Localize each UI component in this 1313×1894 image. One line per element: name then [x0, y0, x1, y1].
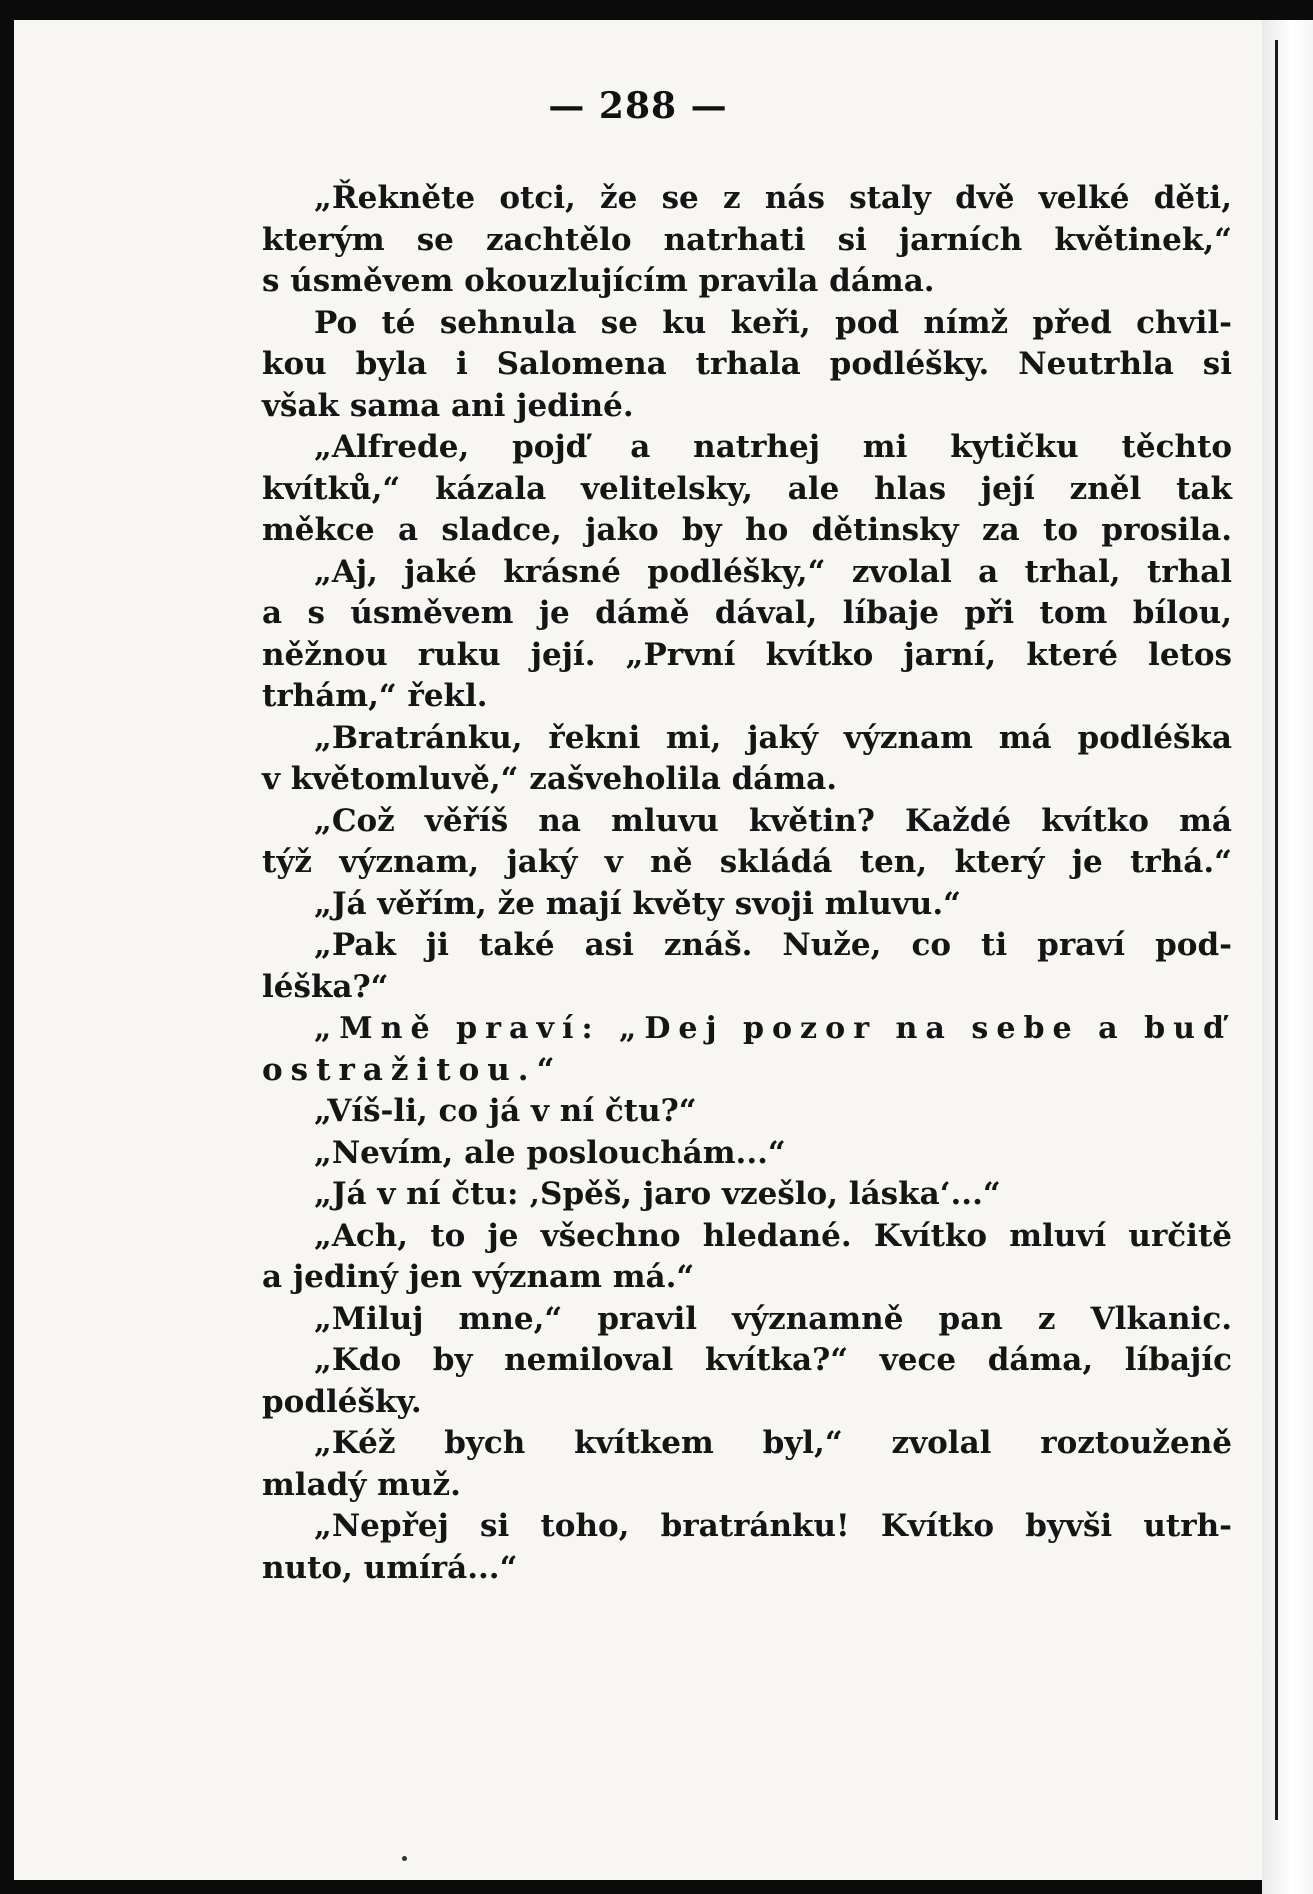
text-line: „Miluj mne,“ pravil významně pan z Vlkanic. [314, 1300, 1232, 1337]
text-line: „Bratránku, řekni mi, jaký význam má podléška [314, 719, 1232, 756]
text-line: kou byla i Salomena trhala podléšky. Neutrhla si [262, 346, 1232, 382]
text-line: „Já věřím, že mají květy svoji mluvu.“ [314, 885, 961, 922]
text-line: s úsměvem okouzlujícím pravila dáma. [262, 263, 935, 299]
text-line: léška?“ [262, 968, 389, 1005]
text-line: kvítků,“ kázala velitelsky, ale hlas její zněl tak [262, 470, 1232, 507]
book-page [14, 20, 1262, 1880]
text-line: v květomluvě,“ zašveholila dáma. [262, 761, 838, 797]
text-line: však sama ani jediné. [262, 387, 634, 424]
text-line: „Nepřej si toho, bratránku! Kvítko byvši utrh- [314, 1508, 1232, 1544]
text-line: „Řekněte otci, že se z nás staly dvě velké děti, [314, 180, 1232, 216]
text-line: „Pak ji také asi znáš. Nuže, co ti praví pod- [314, 927, 1232, 963]
text-line: „Aj, jaké krásné podléšky,“ zvolal a trhal, trhal [314, 553, 1232, 590]
text-line: a jediný jen význam má.“ [262, 1259, 695, 1295]
page-fold-line [1275, 40, 1278, 1820]
page-number: — 288 — [548, 85, 728, 127]
text-line: „Což věříš na mluvu květin? Každé kvítko má [314, 802, 1232, 839]
text-line: „Mně praví: „Dej pozor na sebe a buď [314, 1011, 1233, 1046]
text-line: měkce a sladce, jako by ho dětinsky za to prosila. [262, 512, 1232, 548]
text-line: týž význam, jaký v ně skládá ten, který je trhá.“ [262, 844, 1232, 880]
text-line: podléšky. [262, 1383, 422, 1420]
text-line: něžnou ruku její. „První kvítko jarní, které letos [262, 636, 1232, 673]
text-line: ostražitou.“ [262, 1051, 563, 1088]
text-line: mladý muž. [262, 1466, 461, 1503]
text-line: trhám,“ řekl. [262, 678, 488, 714]
text-line: Po té sehnula se ku keři, pod nímž před chvil- [314, 304, 1232, 341]
page-edge [1262, 20, 1313, 1894]
text-line: „Víš-li, co já v ní čtu?“ [314, 1093, 697, 1129]
text-line: „Kdo by nemiloval kvítka?“ vece dáma, líbajíc [314, 1342, 1232, 1378]
text-line: a s úsměvem je dámě dával, líbaje při tom bílou, [262, 595, 1232, 631]
text-line: „Nevím, ale poslouchám...“ [314, 1134, 786, 1171]
ink-speck [402, 1856, 407, 1861]
text-line: kterým se zachtělo natrhati si jarních květinek,“ [262, 221, 1232, 258]
text-line: „Ach, to je všechno hledané. Kvítko mluví určitě [314, 1217, 1232, 1254]
text-line: „Já v ní čtu: ‚Spěš, jaro vzešlo, láska‘...“ [314, 1176, 1001, 1212]
text-line: nuto, umírá...“ [262, 1549, 518, 1586]
text-line: „Alfrede, pojď a natrhej mi kytičku těchto [314, 429, 1232, 465]
text-line: „Kéž bych kvítkem byl,“ zvolal roztouženě [314, 1425, 1232, 1461]
body-text [262, 178, 1232, 1589]
